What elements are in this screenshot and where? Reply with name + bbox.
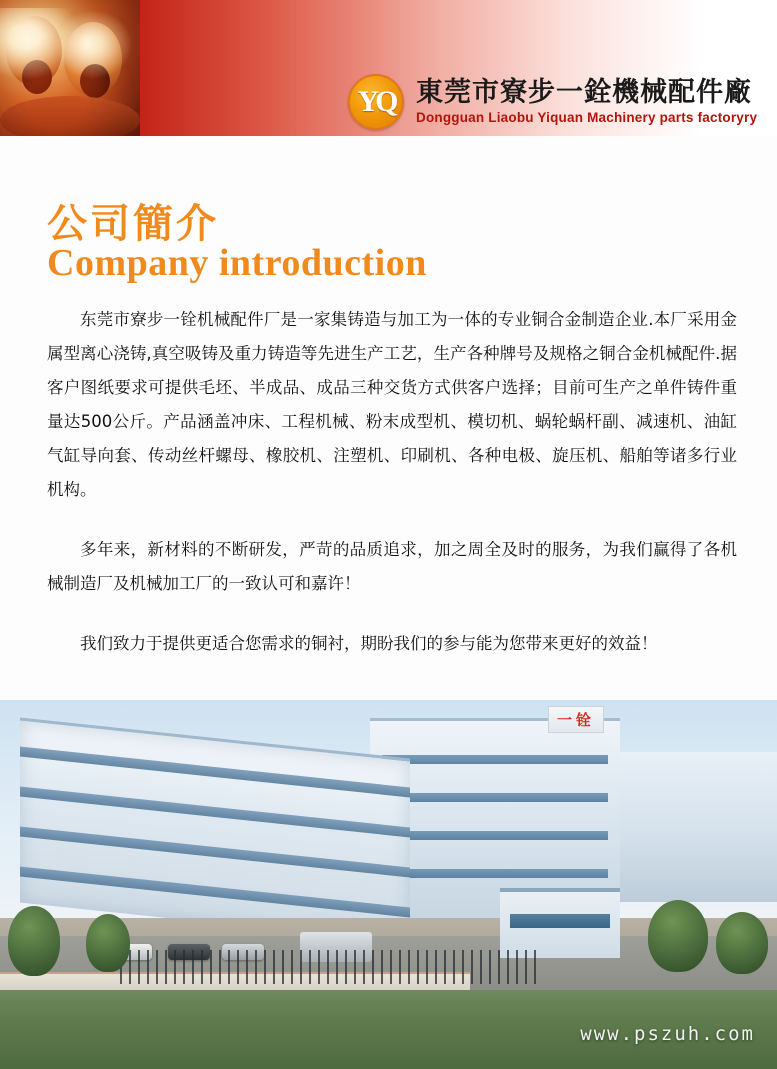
paragraph-1: 东莞市寮步一铨机械配件厂是一家集铸造与加工为一体的专业铜合金制造企业.本厂采用金属型离心浇铸,真空吸铸及重力铸造等先进生产工艺，生产各种牌号及规格之铜合金机械配件.据客户图纸要求可提供毛坯、半成品、成品三种交货方式供客户选择；目前可生产之单件铸件重量达500公斤。产品涵盖冲床、工程机械、粉末成型机、模切机、蜗轮蜗杆副、减速机、油缸气缸导向套、传动丝杆螺母、橡胶机、注塑机、印刷机、各种电极、旋压机、船舶等诸多行业机构。 xyxy=(47,310,737,499)
gate-house xyxy=(500,888,620,958)
factory-building-photo xyxy=(0,700,777,1069)
rooftop-sign: 一铨 xyxy=(548,706,604,733)
tree xyxy=(716,912,768,974)
watermark-url: www.pszuh.com xyxy=(580,1023,755,1045)
page-title-en: Company introduction xyxy=(47,242,427,284)
company-logo-block xyxy=(348,74,757,130)
company-name-en: Dongguan Liaobu Yiquan Machinery parts factoryry xyxy=(416,110,758,126)
ornament-shape-left xyxy=(6,16,62,86)
tree xyxy=(648,900,708,972)
window-row xyxy=(382,831,608,840)
body-copy xyxy=(47,303,737,683)
background-building xyxy=(600,752,777,902)
page-title-cn: 公司簡介 xyxy=(47,201,219,247)
ornament-detail-left xyxy=(22,60,52,94)
window-row xyxy=(382,793,608,802)
logo-glyph: YQ xyxy=(357,85,395,118)
perimeter-fence xyxy=(120,950,540,984)
gate-house-window xyxy=(510,914,610,928)
window-row xyxy=(20,747,410,798)
paragraph-2: 多年来，新材料的不断研发，严苛的品质追求，加之周全及时的服务，为我们赢得了各机械制造厂及机械加工厂的一致认可和嘉许！ xyxy=(47,540,737,593)
company-name-block xyxy=(416,79,757,125)
decorative-corner-photo xyxy=(0,0,140,136)
tree xyxy=(8,906,60,976)
window-row xyxy=(382,755,608,764)
ornament-shape-right xyxy=(64,22,122,96)
ornament-base xyxy=(0,96,140,136)
window-row xyxy=(20,827,410,878)
window-row xyxy=(20,787,410,838)
window-row xyxy=(382,869,608,878)
tree xyxy=(86,914,130,972)
company-name-cn: 東莞市寮步一銓機械配件廠 xyxy=(416,77,752,109)
circular-yq-monogram-icon xyxy=(348,74,404,130)
ornament-detail-right xyxy=(80,64,110,98)
paragraph-3: 我们致力于提供更适合您需求的铜衬，期盼我们的参与能为您带来更好的效益！ xyxy=(80,634,658,653)
